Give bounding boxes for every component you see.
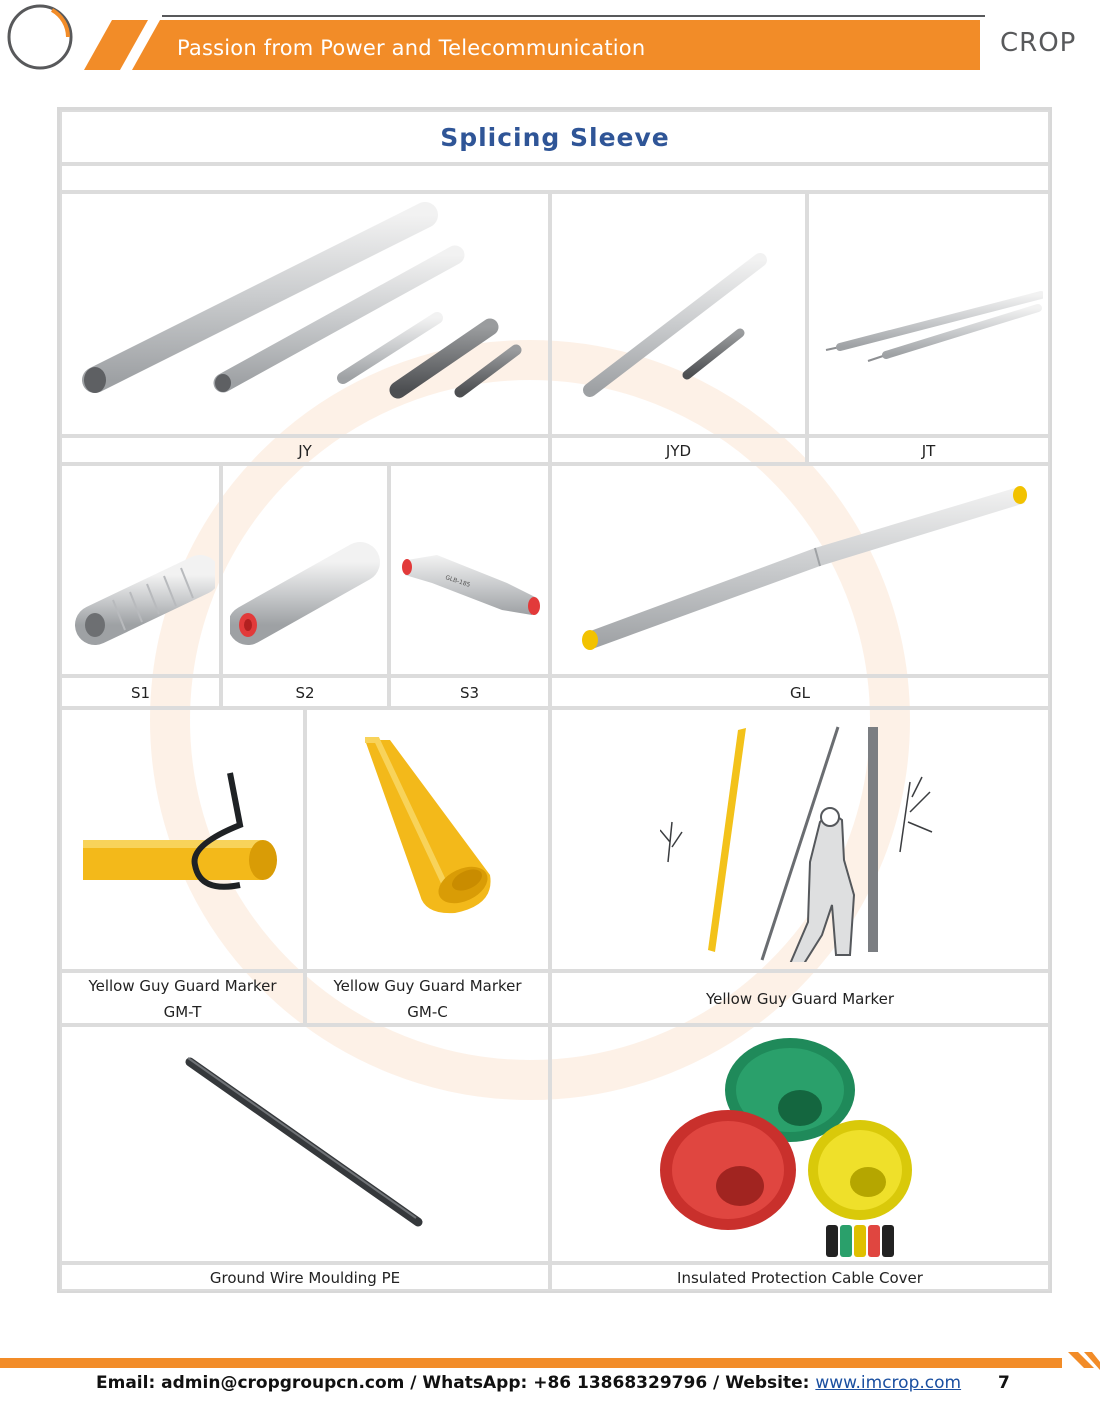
footer-whatsapp: / WhatsApp: +86 13868329796 / bbox=[410, 1373, 720, 1393]
yellow-marker-label: Yellow Guy Guard Marker bbox=[705, 990, 895, 1008]
gl-sleeve-image bbox=[575, 478, 1035, 658]
s1-sleeve-image bbox=[75, 545, 215, 650]
header-tagline: Passion from Power and Telecommunication bbox=[177, 36, 646, 60]
page-header bbox=[0, 0, 1100, 90]
jyd-label: JYD bbox=[665, 442, 692, 460]
cable-cover-label: Insulated Protection Cable Cover bbox=[677, 1269, 923, 1287]
s1-label: S1 bbox=[130, 684, 151, 702]
gm-c-label-line2: GM-C bbox=[407, 1003, 448, 1021]
jy-label: JY bbox=[298, 442, 312, 460]
gm-t-label bbox=[60, 973, 305, 1025]
svg-text:GLB-185: GLB-185 bbox=[444, 574, 472, 589]
footer-email: Email: admin@cropgroupcn.com bbox=[96, 1373, 405, 1393]
section-title: Splicing Sleeve bbox=[440, 122, 670, 152]
jy-sleeves-image bbox=[70, 200, 540, 430]
page-number: 7 bbox=[998, 1373, 1010, 1393]
jyd-sleeves-image bbox=[565, 235, 790, 415]
spacer-row bbox=[60, 164, 1050, 192]
gm-t-label-line2: GM-T bbox=[163, 1003, 202, 1021]
gm-c-label bbox=[305, 973, 550, 1025]
gl-label: GL bbox=[790, 684, 810, 702]
crop-logo-icon bbox=[0, 0, 130, 74]
contact-footer bbox=[96, 1373, 961, 1393]
s2-sleeve-image bbox=[230, 540, 380, 650]
jt-sleeves-image bbox=[818, 275, 1043, 375]
cable-cover-rolls-image bbox=[660, 1030, 935, 1262]
s2-label: S2 bbox=[295, 684, 315, 702]
s3-label: S3 bbox=[459, 684, 480, 702]
footer-website-label: Website: bbox=[725, 1373, 810, 1393]
gm-t-marker-image bbox=[80, 765, 285, 905]
gm-t-label-line1: Yellow Guy Guard Marker bbox=[88, 977, 277, 995]
yellow-marker-illustration bbox=[660, 722, 940, 962]
website-link[interactable]: www.imcrop.com bbox=[815, 1373, 962, 1393]
jt-label: JT bbox=[921, 442, 936, 460]
gm-c-marker-image bbox=[355, 735, 505, 920]
logo-text: CROP bbox=[1000, 28, 1077, 58]
s3-sleeve-image bbox=[397, 545, 547, 625]
gm-c-label-line1: Yellow Guy Guard Marker bbox=[333, 977, 522, 995]
ground-wire-moulding-label: Ground Wire Moulding PE bbox=[209, 1269, 401, 1287]
ground-wire-moulding-image bbox=[180, 1050, 430, 1235]
